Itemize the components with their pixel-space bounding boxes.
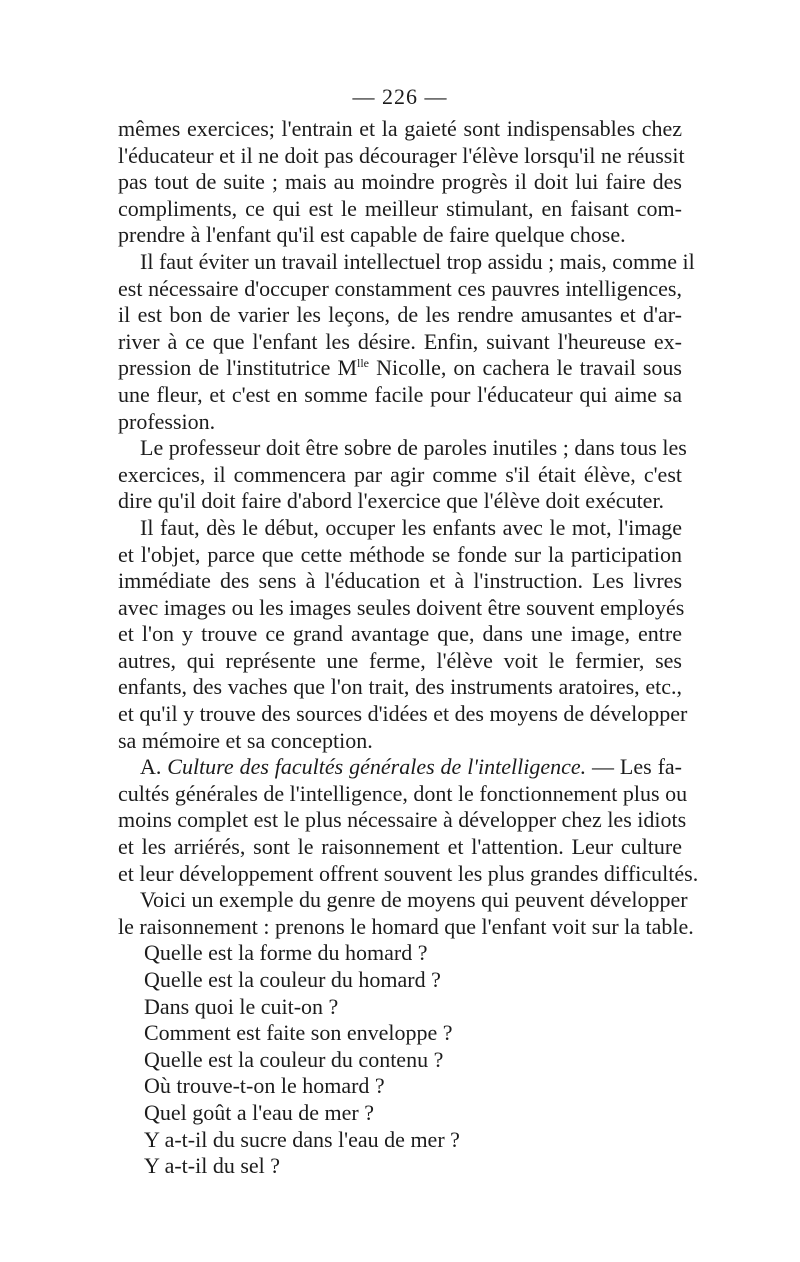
text-line: il est bon de varier les leçons, de les rendre amusantes et d'ar- bbox=[118, 302, 682, 328]
text-line: et les arriérés, sont le raisonnement et l'attention. Leur culture bbox=[118, 834, 682, 860]
text-line: l'éducateur et il ne doit pas décourager l'élève lorsqu'il ne réussit bbox=[118, 142, 685, 168]
text-line: prendre à l'enfant qu'il est capable de faire quelque chose. bbox=[118, 222, 626, 248]
text-line: et qu'il y trouve des sources d'idées et des moyens de développer bbox=[118, 701, 688, 727]
page-number: — 226 — bbox=[352, 84, 448, 109]
text-line: dire qu'il doit faire d'abord l'exercice que l'élève doit exécuter. bbox=[118, 488, 665, 514]
section-title: Culture des facultés générales de l'intelligence. bbox=[167, 754, 587, 780]
text-line: pas tout de suite ; mais au moindre progrès il doit lui faire des bbox=[118, 169, 682, 195]
question-item: Dans quoi le cuit-on ? bbox=[144, 993, 339, 1019]
superscript: lle bbox=[357, 356, 370, 371]
question-item: Quelle est la couleur du contenu ? bbox=[144, 1046, 444, 1072]
text-fragment: Nicolle, on cachera le travail sous bbox=[369, 355, 682, 381]
text-line bbox=[118, 355, 682, 382]
text-line: Voici un exemple du genre de moyens qui peuvent développer bbox=[140, 887, 688, 913]
text-line: et l'objet, parce que cette méthode se fonde sur la participation bbox=[118, 541, 682, 567]
question-item: Comment est faite son enveloppe ? bbox=[144, 1020, 453, 1046]
question-item: Quelle est la forme du homard ? bbox=[144, 940, 428, 966]
text-line: compliments, ce qui est le meilleur stimulant, en faisant com- bbox=[118, 195, 682, 221]
text-fragment: — Les fa- bbox=[586, 754, 682, 780]
text-line: autres, qui représente une ferme, l'élève voit le fermier, ses bbox=[118, 647, 682, 673]
page-body bbox=[118, 116, 699, 1180]
text-line: avec images ou les images seules doivent être souvent employés bbox=[118, 594, 685, 620]
section-letter: A. bbox=[140, 754, 168, 780]
section-heading-line bbox=[118, 754, 682, 781]
text-line: enfants, des vaches que l'on trait, des instruments aratoires, etc., bbox=[118, 674, 682, 700]
text-line: Le professeur doit être sobre de paroles inutiles ; dans tous les bbox=[140, 435, 687, 461]
question-item: Y a-t-il du sel ? bbox=[144, 1153, 281, 1179]
text-line: profession. bbox=[118, 408, 216, 434]
text-line: Il faut, dès le début, occuper les enfants avec le mot, l'image bbox=[140, 514, 682, 540]
text-line: mêmes exercices; l'entrain et la gaieté sont indispensables chez bbox=[118, 116, 682, 141]
text-line: Il faut éviter un travail intellectuel trop assidu ; mais, comme il bbox=[140, 248, 695, 274]
text-fragment: pression de l'institutrice M bbox=[118, 355, 358, 381]
question-item: Quel goût a l'eau de mer ? bbox=[144, 1099, 374, 1125]
text-line: une fleur, et c'est en somme facile pour l'éducateur qui aime sa bbox=[118, 381, 682, 407]
text-line: immédiate des sens à l'éducation et à l'instruction. Les livres bbox=[118, 568, 682, 594]
text-line: river à ce que l'enfant les désire. Enfin, suivant l'heureuse ex- bbox=[118, 328, 682, 354]
question-item: Quelle est la couleur du homard ? bbox=[144, 967, 441, 992]
text-line: est nécessaire d'occuper constamment ces pauvres intelligences, bbox=[118, 275, 682, 301]
question-item: Où trouve-t-on le homard ? bbox=[144, 1073, 385, 1099]
text-line: et l'on y trouve ce grand avantage que, dans une image, entre bbox=[118, 621, 682, 647]
text-line: le raisonnement : prenons le homard que l'enfant voit sur la table. bbox=[118, 913, 694, 939]
text-line: exercices, il commencera par agir comme s'il était élève, c'est bbox=[118, 461, 682, 487]
text-line: et leur développement offrent souvent les plus grandes difficultés. bbox=[118, 860, 699, 886]
text-line: sa mémoire et sa conception. bbox=[118, 727, 373, 753]
question-item: Y a-t-il du sucre dans l'eau de mer ? bbox=[144, 1126, 460, 1152]
text-line: moins complet est le plus nécessaire à développer chez les idiots bbox=[118, 807, 687, 833]
text-line: cultés générales de l'intelligence, dont le fonctionnement plus ou bbox=[118, 780, 688, 806]
